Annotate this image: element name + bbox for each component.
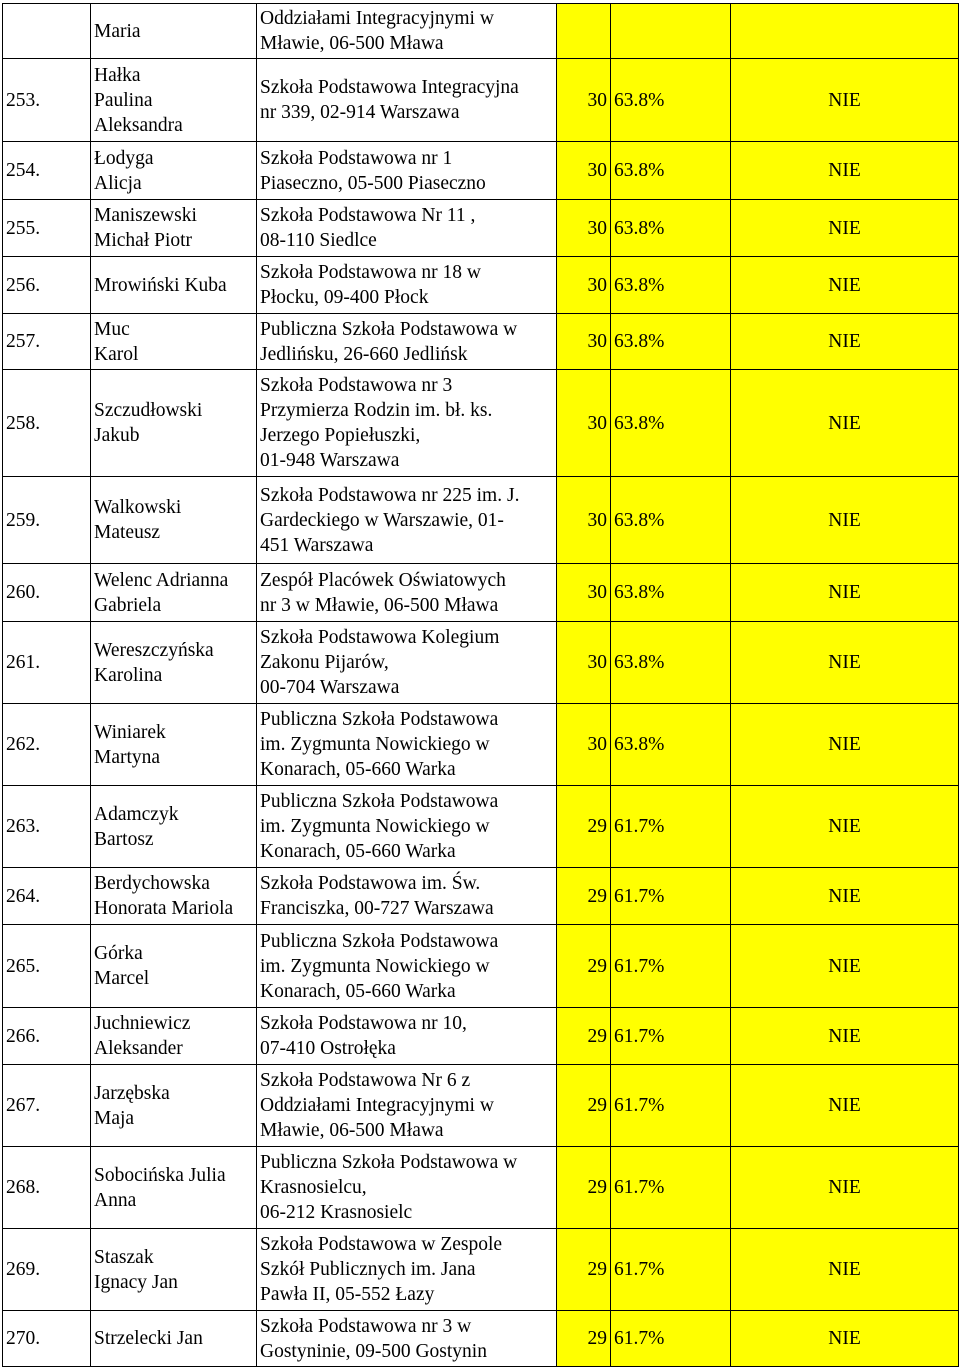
qualified-cell: NIE (731, 257, 959, 314)
school-line: Szkoła Podstawowa nr 10, (260, 1013, 467, 1034)
row-number-cell: 254. (3, 142, 91, 200)
percent-cell: 61.7% (611, 1147, 731, 1229)
student-name-line: Staszak (94, 1246, 154, 1268)
school-line: 08-110 Siedlce (260, 230, 377, 251)
score-cell: 29 (557, 1311, 611, 1367)
row-number-cell (3, 4, 91, 59)
student-name-cell (91, 200, 257, 257)
qualified-cell: NIE (731, 314, 959, 370)
school-cell (257, 142, 557, 200)
table-row (3, 200, 959, 257)
school-line: Gardeckiego w Warszawie, 01- (260, 509, 504, 531)
row-number-cell: 260. (3, 564, 91, 622)
qualified-cell: NIE (731, 1065, 959, 1147)
school-cell (257, 1147, 557, 1229)
school-line: Szkoła Podstawowa im. Św. (260, 873, 481, 894)
score-cell: 29 (557, 1008, 611, 1065)
percent-cell: 63.8% (611, 142, 731, 200)
student-name-cell (91, 1147, 257, 1229)
qualified-cell: NIE (731, 477, 959, 564)
table-row (3, 1065, 959, 1147)
qualified-cell: NIE (731, 868, 959, 925)
table-row (3, 1008, 959, 1065)
school-line: Publiczna Szkoła Podstawowa (260, 930, 499, 952)
percent-cell: 63.8% (611, 622, 731, 704)
school-line: nr 3 w Mławie, 06-500 Mława (260, 594, 499, 616)
qualified-cell: NIE (731, 1229, 959, 1311)
percent-cell: 61.7% (611, 786, 731, 868)
percent-cell: 63.8% (611, 257, 731, 314)
school-line: Publiczna Szkoła Podstawowa w (260, 1152, 518, 1173)
school-line: Szkoła Podstawowa Kolegium (260, 627, 500, 648)
score-cell: 30 (557, 370, 611, 477)
student-name-cell (91, 1008, 257, 1065)
student-name-line: Anna (94, 1189, 137, 1211)
school-line: Jerzego Popiełuszki, (260, 425, 421, 446)
student-name-line: Hałka (94, 64, 141, 86)
table-row (3, 622, 959, 704)
school-line: 451 Warszawa (260, 534, 374, 556)
row-number-cell: 267. (3, 1065, 91, 1147)
student-name-cell (91, 1229, 257, 1311)
student-name-line: Martyna (94, 746, 161, 768)
table-row (3, 868, 959, 925)
school-line: 00-704 Warszawa (260, 677, 400, 698)
percent-cell: 61.7% (611, 868, 731, 925)
score-cell: 30 (557, 200, 611, 257)
percent-cell: 63.8% (611, 59, 731, 142)
school-line: Mławie, 06-500 Mława (260, 1120, 444, 1141)
percent-cell: 61.7% (611, 925, 731, 1008)
percent-cell: 63.8% (611, 370, 731, 477)
school-line: Szkoła Podstawowa Integracyjna (260, 77, 519, 98)
school-line: Konarach, 05-660 Warka (260, 759, 456, 780)
percent-cell: 63.8% (611, 704, 731, 786)
qualified-cell: NIE (731, 200, 959, 257)
row-number-cell: 259. (3, 477, 91, 564)
school-line: Franciszka, 00-727 Warszawa (260, 898, 494, 919)
row-number-cell: 269. (3, 1229, 91, 1311)
student-name-cell (91, 314, 257, 370)
score-cell (557, 4, 611, 59)
school-line: nr 339, 02-914 Warszawa (260, 102, 460, 123)
school-cell (257, 314, 557, 370)
school-cell (257, 477, 557, 564)
qualified-cell: NIE (731, 142, 959, 200)
student-name-line: Adamczyk (94, 803, 179, 825)
student-name-line: Marcel (94, 968, 150, 989)
percent-cell: 63.8% (611, 477, 731, 564)
score-cell: 29 (557, 1229, 611, 1311)
qualified-cell: NIE (731, 1311, 959, 1367)
row-number-cell: 262. (3, 704, 91, 786)
school-line: Pawła II, 05-552 Łazy (260, 1284, 435, 1305)
school-line: Szkoła Podstawowa Nr 6 z (260, 1070, 471, 1091)
school-cell (257, 370, 557, 477)
table-row (3, 1147, 959, 1229)
student-name-line: Jarzębska (94, 1082, 170, 1104)
school-line: im. Zygmunta Nowickiego w (260, 955, 490, 977)
school-line: Publiczna Szkoła Podstawowa (260, 791, 499, 812)
percent-cell: 63.8% (611, 200, 731, 257)
school-line: Oddziałami Integracyjnymi w (260, 1095, 494, 1116)
school-line: Szkoła Podstawowa nr 3 w (260, 1315, 472, 1337)
school-line: Piaseczno, 05-500 Piaseczno (260, 172, 486, 194)
school-line: Płocku, 09-400 Płock (260, 287, 429, 308)
student-name-line: Sobocińska Julia (94, 1164, 226, 1186)
school-cell (257, 704, 557, 786)
student-name-line: Honorata Mariola (94, 898, 234, 919)
results-table (2, 3, 959, 1367)
student-name-cell (91, 868, 257, 925)
school-line: Mławie, 06-500 Mława (260, 33, 444, 54)
percent-cell (611, 4, 731, 59)
results-table-body (3, 4, 959, 1367)
qualified-cell: NIE (731, 1147, 959, 1229)
qualified-cell: NIE (731, 564, 959, 622)
student-name-line: Maniszewski (94, 205, 197, 226)
student-name-cell (91, 477, 257, 564)
student-name-cell (91, 1065, 257, 1147)
percent-cell: 63.8% (611, 314, 731, 370)
school-line: Szkoła Podstawowa nr 225 im. J. (260, 484, 520, 506)
school-line: im. Zygmunta Nowickiego w (260, 734, 490, 755)
school-line: Konarach, 05-660 Warka (260, 841, 456, 862)
score-cell: 30 (557, 59, 611, 142)
score-cell: 29 (557, 925, 611, 1008)
school-line: Gostyninie, 09-500 Gostynin (260, 1340, 487, 1362)
school-line: Szkoła Podstawowa Nr 11 , (260, 205, 476, 226)
qualified-cell: NIE (731, 786, 959, 868)
qualified-cell (731, 4, 959, 59)
score-cell: 30 (557, 142, 611, 200)
row-number-cell: 261. (3, 622, 91, 704)
student-name-line: Muc (94, 318, 130, 340)
score-cell: 29 (557, 1065, 611, 1147)
school-line: Szkół Publicznych im. Jana (260, 1259, 476, 1280)
table-row (3, 786, 959, 868)
student-name-line: Maria (94, 20, 141, 42)
score-cell: 30 (557, 622, 611, 704)
student-name-line: Welenc Adrianna (94, 569, 229, 591)
table-row (3, 564, 959, 622)
student-name-line: Berdychowska (94, 873, 210, 894)
school-cell (257, 59, 557, 142)
row-number-cell: 253. (3, 59, 91, 142)
school-cell (257, 1065, 557, 1147)
score-cell: 30 (557, 564, 611, 622)
student-name-line: Alicja (94, 172, 142, 194)
qualified-cell: NIE (731, 704, 959, 786)
percent-cell: 61.7% (611, 1065, 731, 1147)
score-cell: 29 (557, 868, 611, 925)
student-name-line: Michał Piotr (94, 230, 193, 251)
student-name-line: Mateusz (94, 522, 161, 543)
school-line: Szkoła Podstawowa nr 18 w (260, 262, 481, 283)
score-cell: 30 (557, 314, 611, 370)
school-line: Zakonu Pijarów, (260, 652, 389, 673)
score-cell: 29 (557, 786, 611, 868)
row-number-cell: 263. (3, 786, 91, 868)
row-number-cell: 265. (3, 925, 91, 1008)
school-line: Szkoła Podstawowa w Zespole (260, 1234, 503, 1255)
student-name-line: Wereszczyńska (94, 639, 214, 661)
score-cell: 30 (557, 257, 611, 314)
school-line: im. Zygmunta Nowickiego w (260, 816, 490, 837)
percent-cell: 63.8% (611, 564, 731, 622)
school-cell (257, 1008, 557, 1065)
score-cell: 29 (557, 1147, 611, 1229)
student-name-line: Paulina (94, 89, 153, 111)
student-name-line: Jakub (94, 425, 140, 446)
table-row (3, 925, 959, 1008)
student-name-line: Karolina (94, 664, 163, 686)
school-cell (257, 1311, 557, 1367)
row-number-cell: 268. (3, 1147, 91, 1229)
student-name-line: Mrowiński Kuba (94, 274, 227, 296)
school-line: Szkoła Podstawowa nr 3 (260, 375, 453, 396)
table-row (3, 314, 959, 370)
student-name-cell (91, 786, 257, 868)
school-line: Publiczna Szkoła Podstawowa (260, 709, 499, 730)
school-line: Krasnosielcu, (260, 1177, 367, 1198)
table-row (3, 59, 959, 142)
student-name-line: Strzelecki Jan (94, 1328, 203, 1349)
student-name-cell (91, 564, 257, 622)
student-name-line: Maja (94, 1107, 135, 1129)
row-number-cell: 266. (3, 1008, 91, 1065)
student-name-line: Ignacy Jan (94, 1271, 178, 1293)
percent-cell: 61.7% (611, 1229, 731, 1311)
table-row (3, 257, 959, 314)
student-name-line: Aleksandra (94, 114, 183, 136)
school-cell (257, 622, 557, 704)
table-row (3, 1229, 959, 1311)
student-name-cell (91, 925, 257, 1008)
qualified-cell: NIE (731, 925, 959, 1008)
table-row (3, 1311, 959, 1367)
row-number-cell: 270. (3, 1311, 91, 1367)
student-name-line: Karol (94, 343, 139, 365)
row-number-cell: 264. (3, 868, 91, 925)
student-name-line: Łodyga (94, 147, 154, 169)
school-cell (257, 868, 557, 925)
student-name-line: Winiarek (94, 721, 166, 743)
school-cell (257, 200, 557, 257)
school-cell (257, 4, 557, 59)
school-cell (257, 925, 557, 1008)
student-name-line: Gabriela (94, 594, 162, 616)
school-cell (257, 564, 557, 622)
student-name-cell (91, 4, 257, 59)
percent-cell: 61.7% (611, 1311, 731, 1367)
student-name-cell (91, 257, 257, 314)
student-name-cell (91, 1311, 257, 1367)
school-line: 06-212 Krasnosielc (260, 1202, 413, 1223)
student-name-cell (91, 370, 257, 477)
qualified-cell: NIE (731, 622, 959, 704)
student-name-line: Górka (94, 943, 143, 964)
table-row (3, 4, 959, 59)
table-row (3, 142, 959, 200)
school-line: Publiczna Szkoła Podstawowa w (260, 318, 518, 340)
table-row (3, 477, 959, 564)
row-number-cell: 258. (3, 370, 91, 477)
school-line: 07-410 Ostrołęka (260, 1038, 396, 1059)
score-cell: 30 (557, 477, 611, 564)
school-line: Konarach, 05-660 Warka (260, 980, 456, 1002)
school-cell (257, 786, 557, 868)
qualified-cell: NIE (731, 370, 959, 477)
qualified-cell: NIE (731, 59, 959, 142)
student-name-line: Walkowski (94, 497, 182, 518)
student-name-line: Szczudłowski (94, 400, 203, 421)
row-number-cell: 256. (3, 257, 91, 314)
row-number-cell: 257. (3, 314, 91, 370)
school-line: Jedlińsku, 26-660 Jedlińsk (260, 343, 468, 365)
school-line: 01-948 Warszawa (260, 450, 400, 471)
student-name-cell (91, 142, 257, 200)
student-name-cell (91, 59, 257, 142)
school-line: Zespół Placówek Oświatowych (260, 569, 506, 591)
student-name-line: Aleksander (94, 1038, 183, 1059)
qualified-cell: NIE (731, 1008, 959, 1065)
school-line: Oddziałami Integracyjnymi w (260, 8, 494, 29)
student-name-cell (91, 704, 257, 786)
student-name-cell (91, 622, 257, 704)
table-row (3, 704, 959, 786)
row-number-cell: 255. (3, 200, 91, 257)
school-cell (257, 257, 557, 314)
table-row (3, 370, 959, 477)
school-cell (257, 1229, 557, 1311)
percent-cell: 61.7% (611, 1008, 731, 1065)
score-cell: 30 (557, 704, 611, 786)
student-name-line: Bartosz (94, 828, 154, 850)
student-name-line: Juchniewicz (94, 1013, 191, 1034)
school-line: Szkoła Podstawowa nr 1 (260, 147, 453, 169)
school-line: Przymierza Rodzin im. bł. ks. (260, 400, 493, 421)
